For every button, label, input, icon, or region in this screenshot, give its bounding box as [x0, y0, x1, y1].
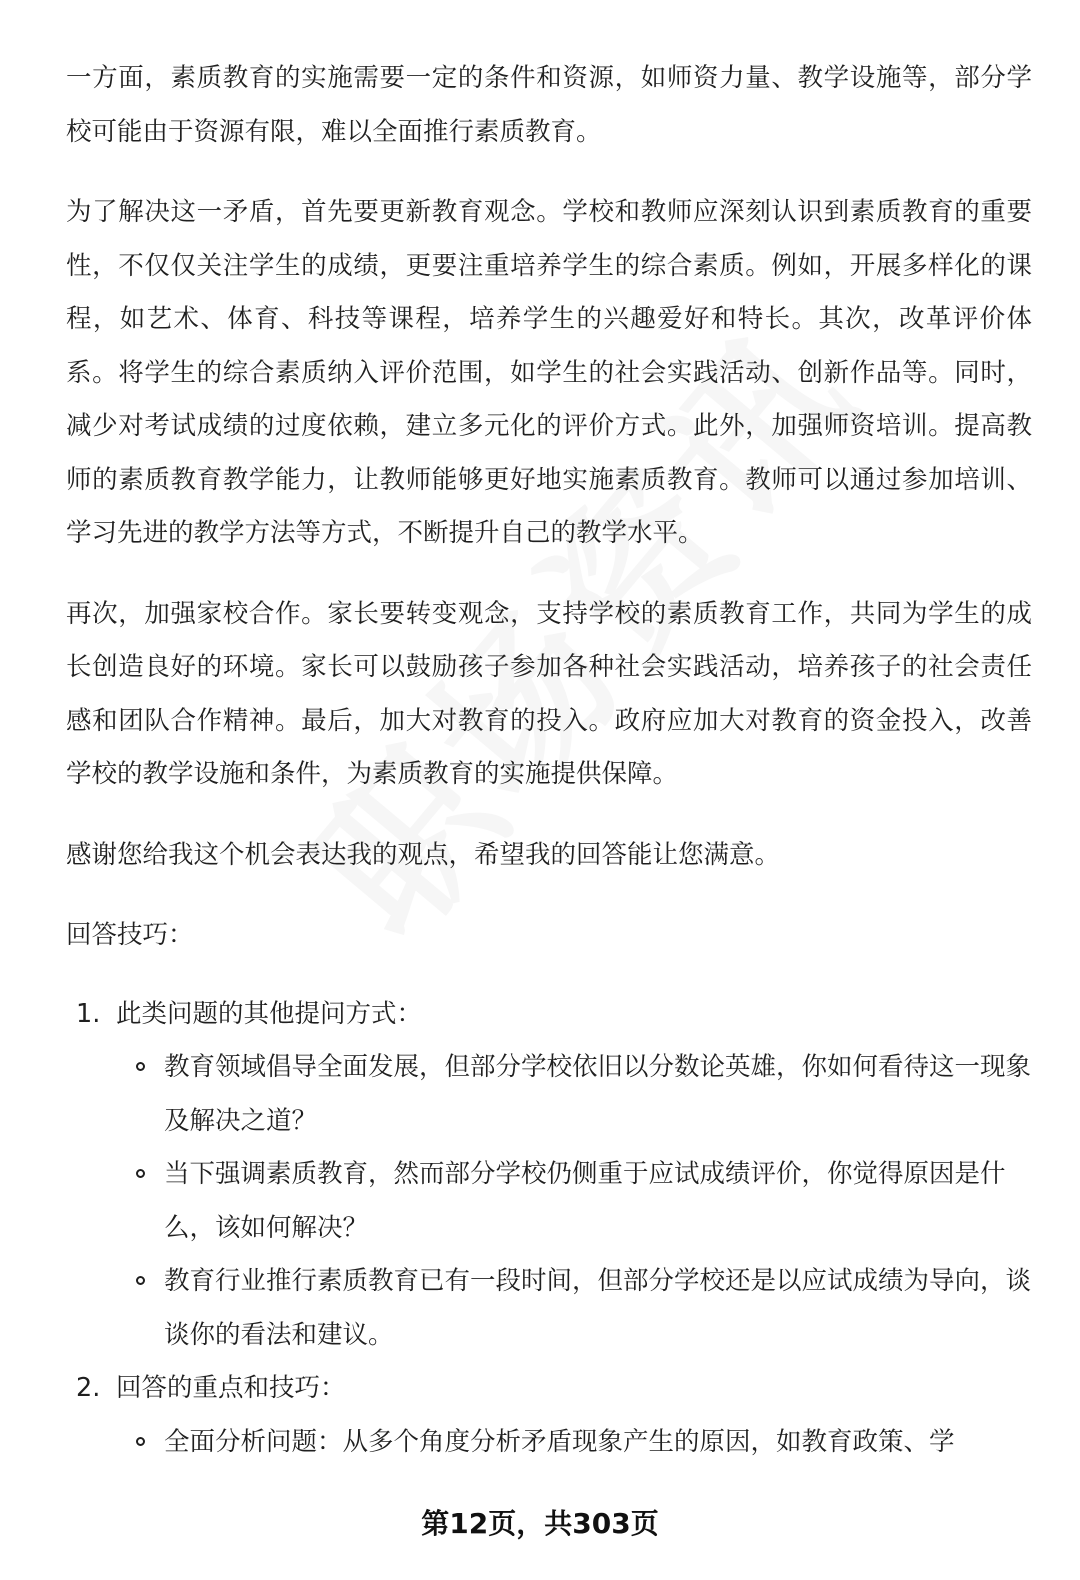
list-number: 2. — [76, 1373, 101, 1403]
page-number-footer: 第12页，共303页 — [421, 1507, 659, 1540]
list-item — [66, 1362, 1032, 1469]
tips-heading: 回答技巧： — [66, 920, 194, 950]
sub-list — [116, 1416, 1032, 1470]
circle-bullet-icon — [136, 1169, 145, 1178]
sub-list-item: 教育领域倡导全面发展，但部分学校依旧以分数论英雄，你如何看待这一现象及解决之道？ — [116, 1041, 1032, 1148]
sub-list-item: 当下强调素质教育，然而部分学校仍侧重于应试成绩评价，你觉得原因是什么，该如何解决？ — [116, 1148, 1032, 1255]
sub-list-item: 全面分析问题：从多个角度分析矛盾现象产生的原因，如教育政策、学 — [116, 1416, 1032, 1470]
list-item-title: 此类问题的其他提问方式： — [116, 998, 423, 1029]
list-item — [66, 988, 1032, 1363]
paragraph-1: 一方面，素质教育的实施需要一定的条件和资源，如师资力量、教学设施等，部分学校可能由于资源有限，难以全面推行素质教育。 — [66, 63, 1032, 147]
tips-list — [66, 988, 1032, 1470]
list-item-title: 回答的重点和技巧： — [116, 1373, 346, 1403]
paragraph-3: 再次，加强家校合作。家长要转变观念，支持学校的素质教育工作，共同为学生的成长创造良好的环境。家长可以鼓励孩子参加各种社会实践活动，培养孩子的社会责任感和团队合作精神。最后，加大对教育的投入。政府应加大对教育的资金投入，改善学校的教学设施和条件，为素质教育的实施提供保障。 — [66, 598, 1032, 789]
circle-bullet-icon — [136, 1276, 145, 1285]
circle-bullet-icon — [136, 1437, 145, 1446]
sub-list — [116, 1041, 1032, 1362]
sub-list-item: 教育行业推行素质教育已有一段时间，但部分学校还是以应试成绩为导向，谈谈你的看法和建议。 — [116, 1255, 1032, 1362]
paragraph-2: 为了解决这一矛盾，首先要更新教育观念。学校和教师应深刻认识到素质教育的重要性，不仅仅关注学生的成绩，更要注重培养学生的综合素质。例如，开展多样化的课程，如艺术、体育、科技等课程，培养学生的兴趣爱好和特长。其次，改革评价体系。将学生的综合素质纳入评价范围，如学生的社会实践活动、创新作品等。同时，减少对考试成绩的过度依赖，建立多元化的评价方式。此外，加强师资培训。提高教师的素质教育教学能力，让教师能够更好地实施素质教育。教师可以通过参加培训、学习先进的教学方法等方式，不断提升自己的教学水平。 — [66, 197, 1032, 548]
list-number: 1. — [76, 998, 101, 1029]
circle-bullet-icon — [136, 1062, 145, 1071]
paragraph-4: 感谢您给我这个机会表达我的观点，希望我的回答能让您满意。 — [66, 839, 781, 870]
document-body — [66, 52, 1032, 1469]
